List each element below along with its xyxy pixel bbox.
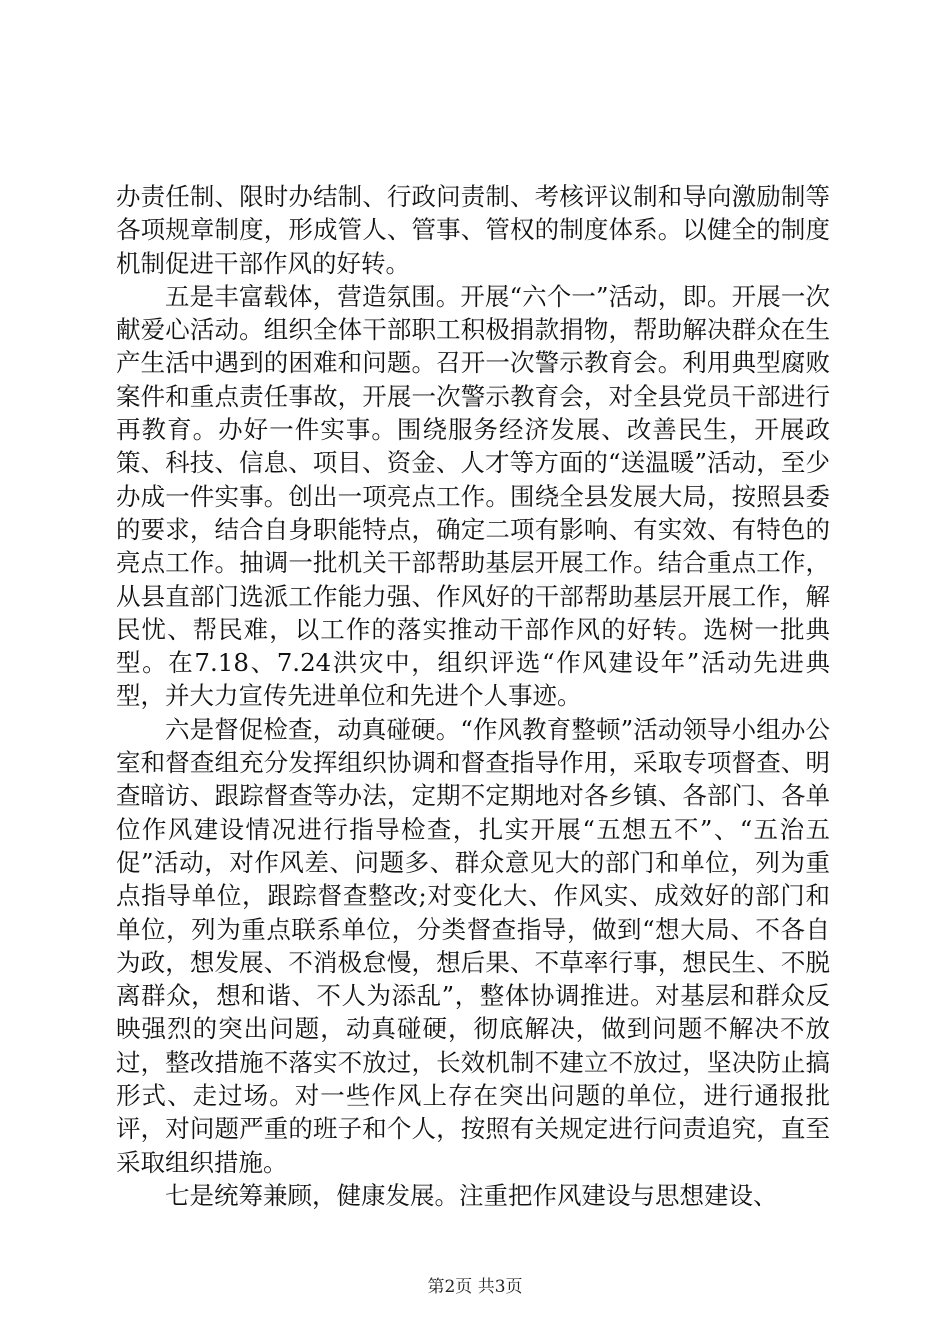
paragraph-continuation: 办责任制、限时办结制、行政问责制、考核评议制和导向激励制等各项规章制度，形成管人、管事、管权的制度体系。以健全的制度机制促进干部作风的好转。 — [116, 182, 830, 278]
paragraph-item-six: 六是督促检查，动真碰硬。“作风教育整顿”活动领导小组办公室和督查组充分发挥组织协调和督查指导作用，采取专项督查、明查暗访、跟踪督查等办法，定期不定期地对各乡镇、各部门、各单位作风建设情况进行指导检查，扎实开展“五想五不”、“五治五促”活动，对作风差、问题多、群众意见大的部门和单位，列为重点指导单位，跟踪督查整改;对变化大、作风实、成效好的部门和单位，列为重点联系单位，分类督查指导，做到“想大局、不各自为政，想发展、不消极怠慢，想后果、不草率行事，想民生、不脱离群众，想和谐、不人为添乱”，整体协调推进。对基层和群众反映强烈的突出问题，动真碰硬，彻底解决，做到问题不解决不放过，整改措施不落实不放过，长效机制不建立不放过，坚决防止搞形式、走过场。对一些作风上存在突出问题的单位，进行通报批评，对问题严重的班子和个人，按照有关规定进行问责追究，直至采取组织措施。 — [116, 714, 830, 1177]
paragraph-item-seven: 七是统筹兼顾，健康发展。注重把作风建设与思想建设、 — [165, 1180, 778, 1210]
document-body — [116, 180, 830, 1212]
page-number-footer: 第2页 共3页 — [427, 1277, 523, 1297]
paragraph-item-five: 五是丰富载体，营造氛围。开展“六个一”活动，即。开展一次献爱心活动。组织全体干部职工积极捐款捐物，帮助解决群众在生产生活中遇到的困难和问题。召开一次警示教育会。利用典型腐败案件和重点责任事故，开展一次警示教育会，对全县党员干部进行再教育。办好一件实事。围绕服务经济发展、改善民生，开展政策、科技、信息、项目、资金、人才等方面的“送温暖”活动，至少办成一件实事。创出一项亮点工作。围绕全县发展大局，按照县委的要求，结合自身职能特点，确定二项有影响、有实效、有特色的亮点工作。抽调一批机关干部帮助基层开展工作。结合重点工作，从县直部门选派工作能力强、作风好的干部帮助基层开展工作，解民忧、帮民难，以工作的落实推动干部作风的好转。选树一批典型。在7.18、7.24洪灾中，组织评选“作风建设年”活动先进典型，并大力宣传先进单位和先进个人事迹。 — [116, 281, 830, 711]
